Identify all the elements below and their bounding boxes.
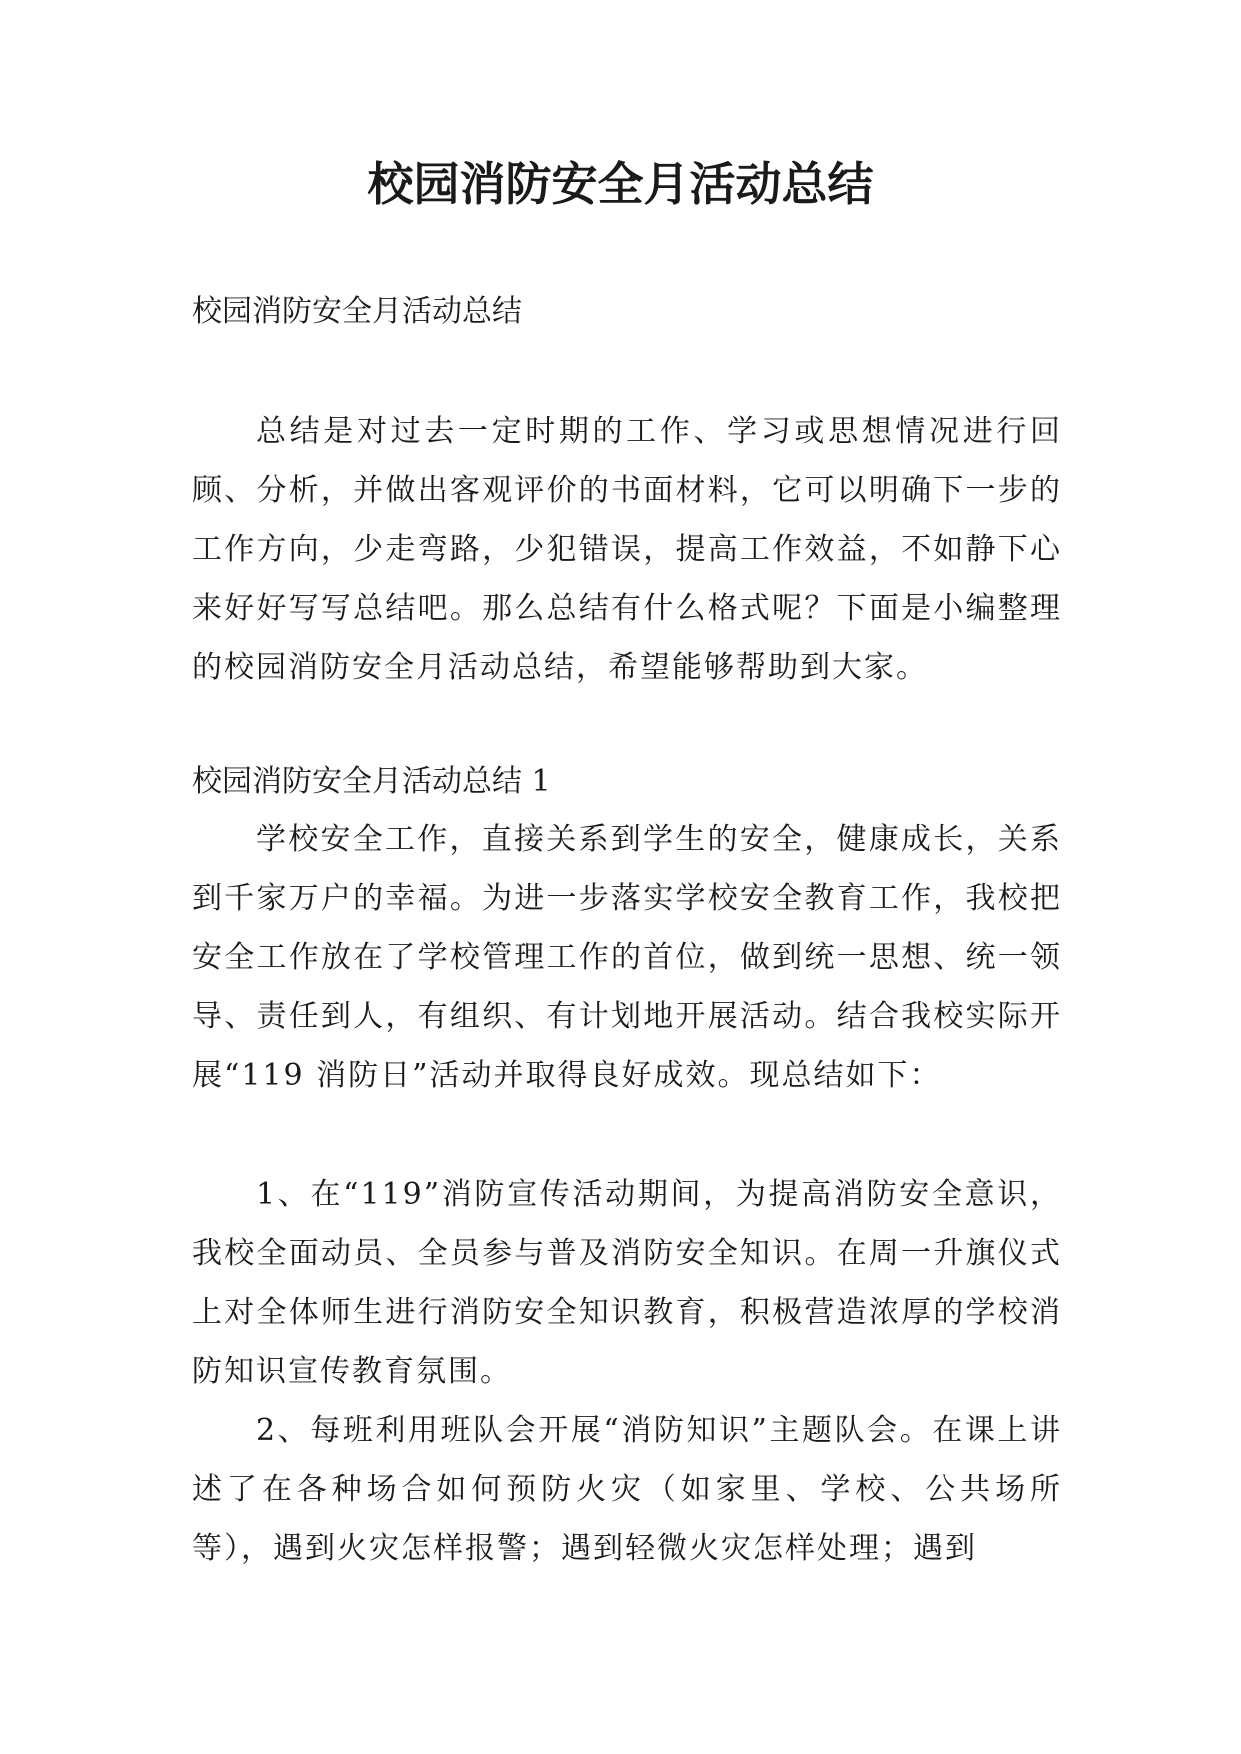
section-heading: 校园消防安全月活动总结 1: [192, 764, 551, 799]
document-title: 校园消防安全月活动总结: [367, 157, 874, 211]
body-paragraph-2: 1、在“119”消防宣传活动期间，为提高消防安全意识，我校全面动员、全员参与普及消防安全知识。在周一升旗仪式上对全体师生进行消防安全知识教育，积极营造浓厚的学校消防知识宣传教育氛围。: [192, 1177, 1062, 1389]
document-subtitle: 校园消防安全月活动总结: [192, 294, 522, 329]
body-paragraph-1: 学校安全工作，直接关系到学生的安全，健康成长，关系到千家万户的幸福。为进一步落实学校安全教育工作，我校把安全工作放在了学校管理工作的首位，做到统一思想、统一领导、责任到人，有组织、有计划地开展活动。结合我校实际开展“119 消防日”活动并取得良好成效。现总结如下：: [192, 822, 1062, 1093]
intro-paragraph: 总结是对过去一定时期的工作、学习或思想情况进行回顾、分析，并做出客观评价的书面材料，它可以明确下一步的工作方向，少走弯路，少犯错误，提高工作效益，不如静下心来好好写写总结吧。那么总结有什么格式呢？下面是小编整理的校园消防安全月活动总结，希望能够帮助到大家。: [192, 414, 1062, 685]
body-paragraph-3: 2、每班利用班队会开展“消防知识”主题队会。在课上讲述了在各种场合如何预防火灾（如家里、学校、公共场所等），遇到火灾怎样报警；遇到轻微火灾怎样处理；遇到: [192, 1413, 1062, 1566]
